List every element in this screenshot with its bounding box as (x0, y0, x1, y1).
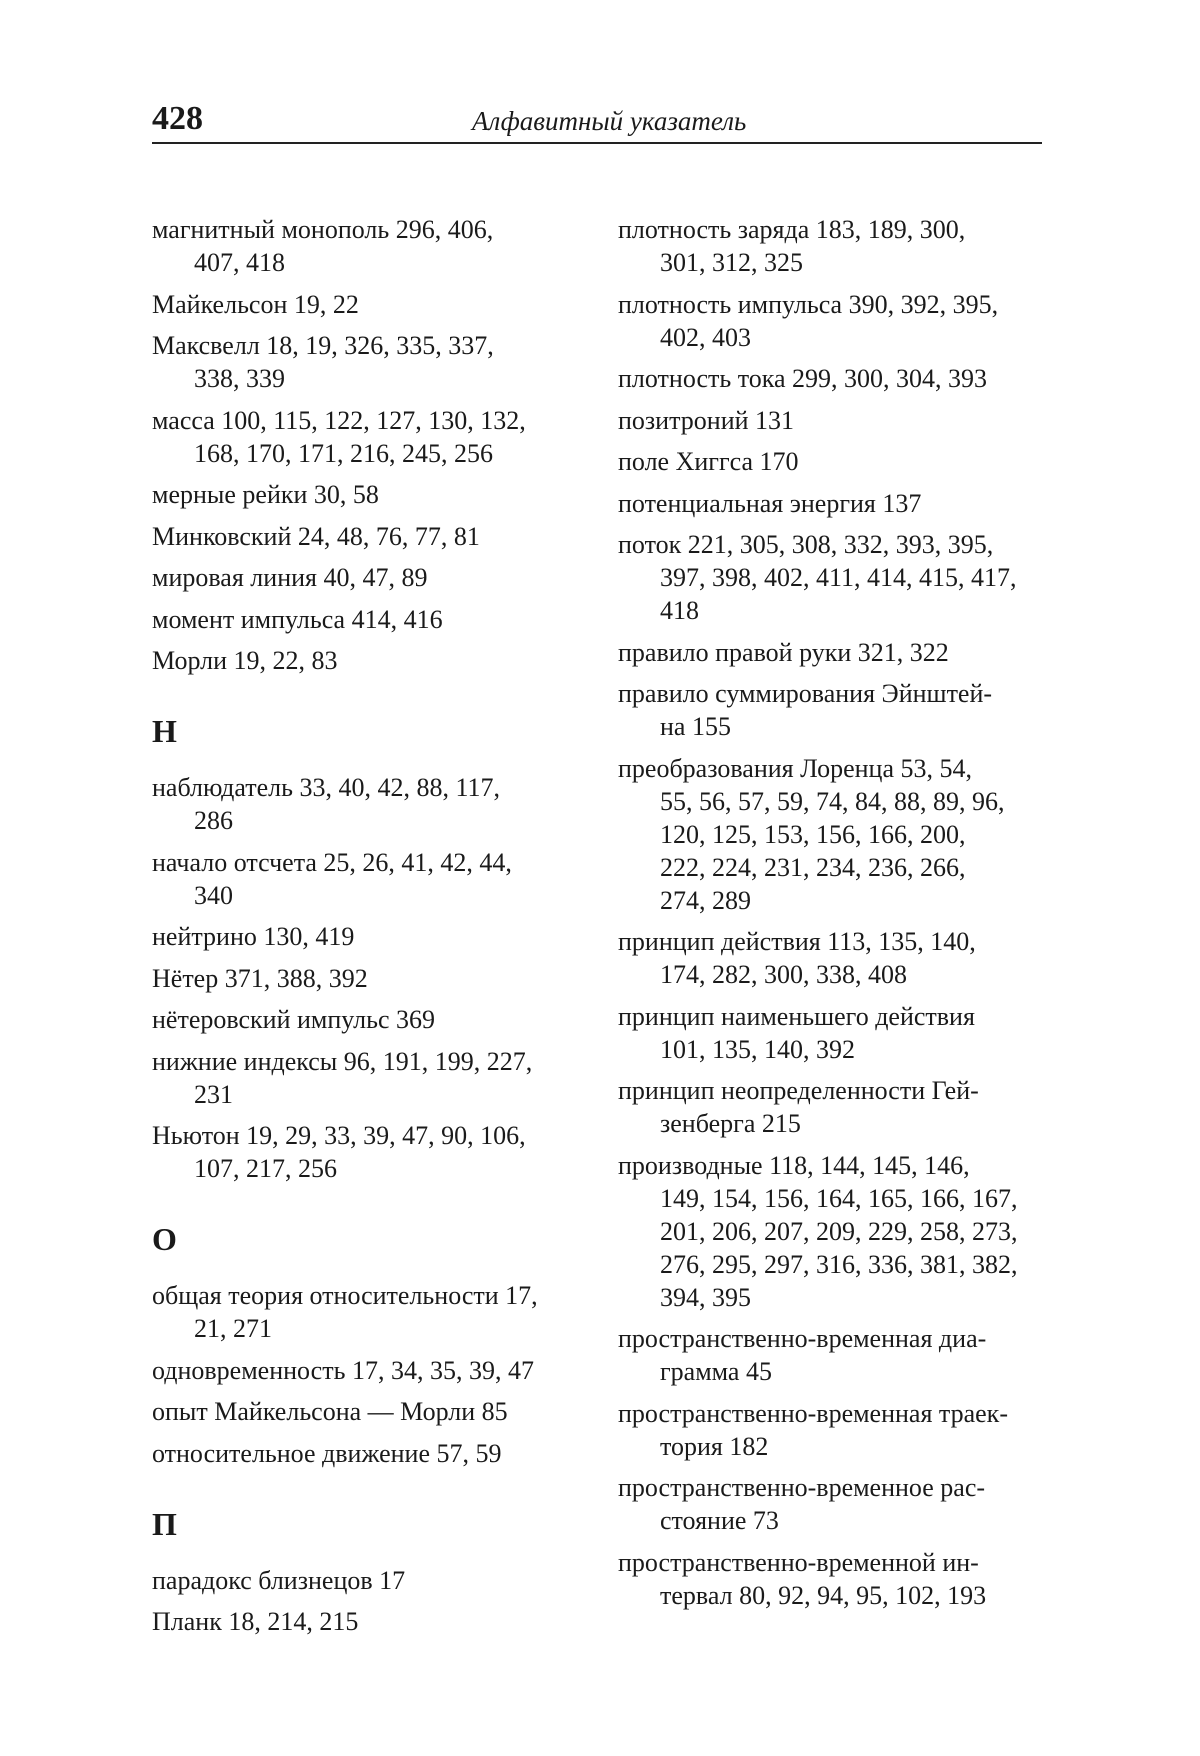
index-entry: Нётер 371, 388, 392 (152, 963, 368, 993)
index-entry: относительное движение 57, 59 (152, 1438, 502, 1468)
index-entry: Морли 19, 22, 83 (152, 646, 338, 675)
section-letter-heading: О (152, 1221, 177, 1257)
index-entry: правило правой руки 321, 322 (618, 637, 949, 667)
page-number: 428 (152, 100, 203, 137)
index-entry: момент импульса 414, 416 (152, 604, 443, 634)
running-title: Алфавитный указатель (472, 106, 747, 136)
index-entry: поле Хиггса 170 (618, 447, 799, 476)
index-entry: позитроний 131 (618, 405, 795, 435)
index-entry: наблюдатель 33, 40, 42, 88, 117, 286 (152, 773, 500, 835)
index-entry: нижние индексы 96, 191, 199, 227, 231 (152, 1046, 533, 1109)
index-entry: Планк 18, 214, 215 (152, 1607, 359, 1636)
index-entry: производные 118, 144, 145, 146, 149, 154, 156, 164, 165, 166, 167, 201, 206, 207, 209, 229, 258, 273, 276, 295, 297, 316, 336, 381, 382, 394, 395 (618, 1150, 1018, 1312)
index-entry: общая теория относительности 17, 21, 271 (152, 1281, 538, 1343)
index-entry: принцип наименьшего действия 101, 135, 140, 392 (618, 1001, 975, 1064)
index-column-left (152, 213, 582, 1647)
index-entry: пространственно-временная диа- грамма 45 (618, 1324, 987, 1386)
index-entry: Ньютон 19, 29, 33, 39, 47, 90, 106, 107, 217, 256 (152, 1121, 526, 1183)
index-entry: нейтрино 130, 419 (152, 922, 355, 951)
index-entry: одновременность 17, 34, 35, 39, 47 (152, 1355, 534, 1385)
index-entry: потенциальная энергия 137 (618, 488, 922, 518)
index-entry: мировая линия 40, 47, 89 (152, 563, 428, 592)
index-entry: Максвелл 18, 19, 326, 335, 337, 338, 339 (152, 331, 494, 393)
index-entry: плотность заряда 183, 189, 300, 301, 312, 325 (618, 215, 966, 277)
index-entry: принцип действия 113, 135, 140, 174, 282, 300, 338, 408 (618, 927, 976, 989)
index-entry: пространственно-временной ин- тервал 80, 92, 94, 95, 102, 193 (618, 1547, 987, 1610)
index-entry: принцип неопределенности Гей- зенберга 215 (618, 1076, 979, 1138)
index-entry: начало отсчета 25, 26, 41, 42, 44, 340 (152, 847, 512, 910)
section-letter-heading: П (152, 1505, 177, 1542)
section-letter-heading: Н (152, 713, 177, 749)
index-entry: масса 100, 115, 122, 127, 130, 132, 168, 170, 171, 216, 245, 256 (152, 405, 526, 468)
index-column-right (618, 213, 1048, 1620)
index-entry: правило суммирования Эйнштей- на 155 (618, 679, 993, 741)
index-entry: Майкельсон 19, 22 (152, 289, 359, 319)
index-entry: магнитный монополь 296, 406, 407, 418 (152, 215, 494, 277)
index-entry: нётеровский импульс 369 (152, 1005, 435, 1034)
index-entry: преобразования Лоренца 53, 54, 55, 56, 57, 59, 74, 84, 88, 89, 96, 120, 125, 153, 156, 166, 200, 222, 224, 231, 234, 236, 266, 274, 289 (618, 753, 1005, 915)
index-entry: парадокс близнецов 17 (152, 1565, 406, 1595)
index-entry: опыт Майкельсона — Морли 85 (152, 1397, 508, 1426)
index-entry: мерные рейки 30, 58 (152, 480, 379, 509)
index-entry: плотность тока 299, 300, 304, 393 (618, 364, 988, 393)
index-entry: поток 221, 305, 308, 332, 393, 395, 397, 398, 402, 411, 414, 415, 417, 418 (618, 530, 1017, 625)
index-entry: плотность импульса 390, 392, 395, 402, 403 (618, 289, 999, 352)
index-entry: Минковский 24, 48, 76, 77, 81 (152, 521, 480, 551)
index-entry: пространственно-временное рас- стояние 73 (618, 1473, 986, 1535)
page-header (152, 96, 1042, 144)
index-entry: пространственно-временная траек- тория 182 (618, 1398, 1008, 1461)
